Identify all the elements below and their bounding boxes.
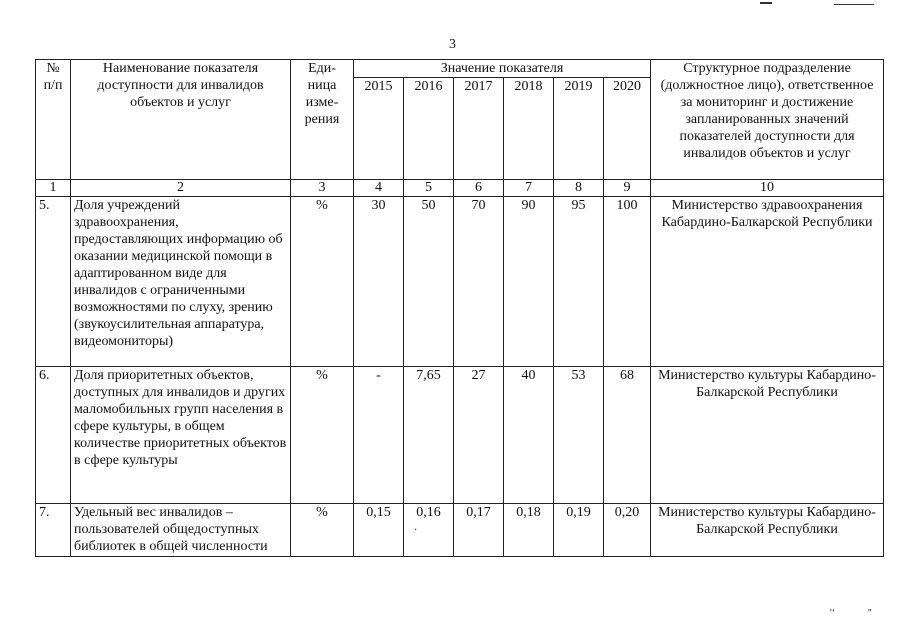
row-value: 70 <box>454 197 504 367</box>
row-responsible: Министерство культуры Кабардино-Балкарской Республики <box>651 367 884 504</box>
column-number: 4 <box>354 180 404 197</box>
column-numbers-row <box>36 180 884 197</box>
row-num: 6. <box>36 367 71 504</box>
row-value: 50 <box>404 197 454 367</box>
row-value: 7,65 <box>404 367 454 504</box>
header-unit: Еди-ница изме-рения <box>291 60 354 180</box>
column-number: 3 <box>291 180 354 197</box>
row-value: - <box>354 367 404 504</box>
header-row-1 <box>36 60 884 78</box>
row-value: 90 <box>504 197 554 367</box>
row-name: Доля учреждений здравоохранения, предоставляющих информацию об оказании медицинской помощи в адаптированном виде для инвалидов с ограниченными возможностями по слуху, зрению (звукоусилительная аппаратура, видеомониторы) <box>71 197 291 367</box>
column-number: 7 <box>504 180 554 197</box>
row-value: 0,19 <box>554 504 604 557</box>
row-unit: % <box>291 197 354 367</box>
row-value: 0,17 <box>454 504 504 557</box>
header-num: № п/п <box>36 60 71 180</box>
column-number: 8 <box>554 180 604 197</box>
row-unit: % <box>291 504 354 557</box>
header-responsible: Структурное подразделение (должностное лицо), ответственное за мониторинг и достижение запланированных значений показателей доступности для инвалидов объектов и услуг <box>651 60 884 180</box>
row-value: 95 <box>554 197 604 367</box>
column-number: 6 <box>454 180 504 197</box>
column-number: 2 <box>71 180 291 197</box>
column-number: 10 <box>651 180 884 197</box>
indicator-table <box>35 59 884 557</box>
header-year: 2019 <box>554 78 604 180</box>
row-unit: % <box>291 367 354 504</box>
row-value: 68 <box>604 367 651 504</box>
row-responsible: Министерство здравоохранения Кабардино-Балкарской Республики <box>651 197 884 367</box>
scan-mark-left <box>760 2 772 4</box>
header-year: 2015 <box>354 78 404 180</box>
scan-speck: · <box>414 525 418 536</box>
header-year: 2020 <box>604 78 651 180</box>
scan-speck: 'ʻ <box>830 608 836 619</box>
row-responsible: Министерство культуры Кабардино-Балкарской Республики <box>651 504 884 557</box>
top-scan-marks <box>760 0 900 8</box>
row-num: 7. <box>36 504 71 557</box>
header-year: 2018 <box>504 78 554 180</box>
row-value: 0,20 <box>604 504 651 557</box>
row-value: 0,15 <box>354 504 404 557</box>
header-name: Наименование показателя доступности для инвалидов объектов и услуг <box>71 60 291 180</box>
header-year: 2017 <box>454 78 504 180</box>
header-year: 2016 <box>404 78 454 180</box>
row-value: 100 <box>604 197 651 367</box>
page-number: 3 <box>449 37 456 52</box>
table-row <box>36 504 884 557</box>
column-number: 1 <box>36 180 71 197</box>
row-value: 27 <box>454 367 504 504</box>
column-number: 5 <box>404 180 454 197</box>
header-values-group: Значение показателя <box>354 60 651 78</box>
row-value: 0,16 <box>404 504 454 557</box>
row-value: 30 <box>354 197 404 367</box>
row-num: 5. <box>36 197 71 367</box>
row-name: Доля приоритетных объектов, доступных для инвалидов и других маломобильных групп населения в сфере культуры, в общем количестве приоритетных объектов в сфере культуры <box>71 367 291 504</box>
table-row <box>36 197 884 367</box>
scan-mark-right <box>834 4 874 5</box>
row-value: 53 <box>554 367 604 504</box>
row-value: 0,18 <box>504 504 554 557</box>
row-value: 40 <box>504 367 554 504</box>
row-name: Удельный вес инвалидов – пользователей общедоступных библиотек в общей численности <box>71 504 291 557</box>
scan-speck: '' <box>868 608 872 619</box>
column-number: 9 <box>604 180 651 197</box>
table-row <box>36 367 884 504</box>
